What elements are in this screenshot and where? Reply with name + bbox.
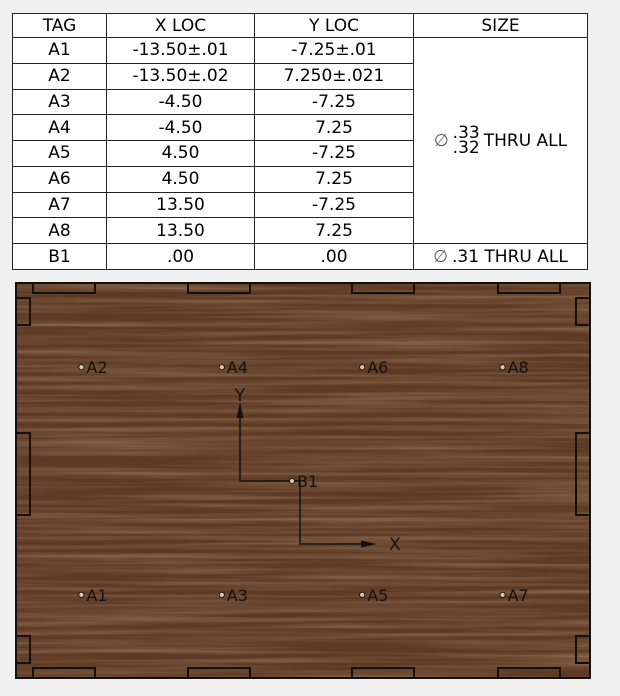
x-axis-label: X [389,535,401,555]
x-loc-cell: -13.50±.01 [107,38,255,64]
x-loc-cell: -4.50 [107,89,255,115]
size-lower: .32 [452,137,480,158]
hole-circle [360,365,365,370]
hole-circle [79,592,84,597]
y-loc-cell: 7.250±.021 [255,63,414,89]
hole-label: B1 [297,472,319,491]
hole-circle [219,592,224,597]
x-loc-cell: 13.50 [107,192,255,218]
hole-circle [79,365,84,370]
header-y-loc: Y LOC [255,14,414,38]
y-loc-cell: -7.25 [255,141,414,167]
header-tag: TAG [13,14,107,38]
hole-label: A7 [507,585,529,605]
x-loc-cell: 4.50 [107,166,255,192]
y-loc-cell: -7.25 [255,89,414,115]
tag-cell: A7 [13,192,107,218]
y-loc-cell: -7.25±.01 [255,38,414,64]
size-upper: .33 [452,122,480,143]
hole-circle [500,365,505,370]
y-loc-cell: 7.25 [255,166,414,192]
header-size: SIZE [414,14,588,38]
hole-circle [219,365,224,370]
y-loc-cell: -7.25 [255,192,414,218]
size-b-text: .31 THRU ALL [451,246,568,267]
hole-label: A6 [367,358,389,378]
header-x-loc: X LOC [107,14,255,38]
hole-label: A2 [86,358,108,378]
hole-label: A3 [226,585,248,605]
hole-label: A8 [507,358,529,378]
x-loc-cell: .00 [107,244,255,270]
y-loc-cell: .00 [255,244,414,270]
hole-circle [360,592,365,597]
hole-label: A4 [226,358,248,378]
y-loc-cell: 7.25 [255,115,414,141]
tag-cell: A2 [13,63,107,89]
diameter-icon: ∅ [433,130,449,151]
size-thru-text: THRU ALL [483,130,568,151]
x-loc-cell: 4.50 [107,141,255,167]
y-loc-cell: 7.25 [255,218,414,244]
tag-cell: A4 [13,115,107,141]
tag-cell: A6 [13,166,107,192]
diameter-icon: ∅ [433,246,448,267]
x-loc-cell: 13.50 [107,218,255,244]
y-axis-label: Y [234,386,246,406]
hole-label: A5 [367,585,389,605]
tag-cell: A8 [13,218,107,244]
hole-circle [500,592,505,597]
hole-circle [289,478,294,483]
tag-cell: A1 [13,38,107,64]
tag-cell: B1 [13,244,107,270]
x-loc-cell: -4.50 [107,115,255,141]
x-loc-cell: -13.50±.02 [107,63,255,89]
hole-label: A1 [86,585,108,605]
tag-cell: A3 [13,89,107,115]
tag-cell: A5 [13,141,107,167]
